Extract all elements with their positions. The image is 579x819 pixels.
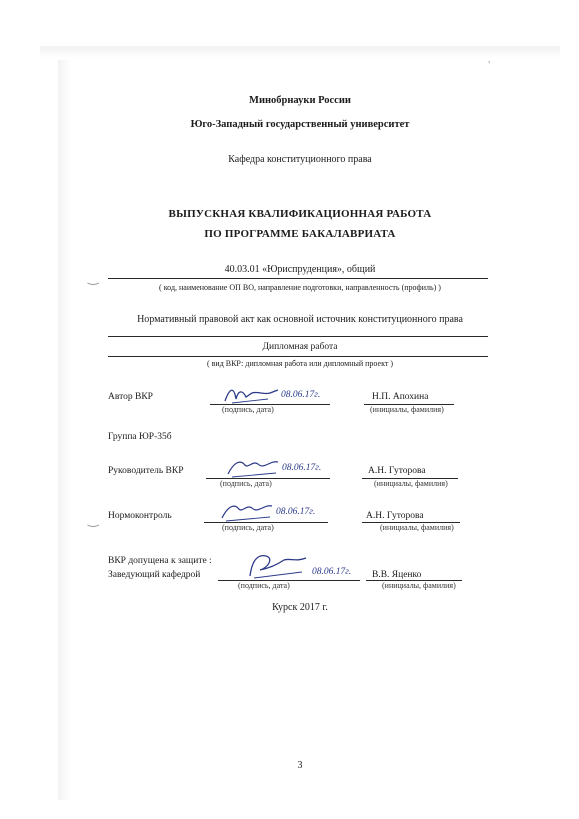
- author-signature: [222, 384, 282, 406]
- normcontrol-name-caption: (инициалы, фамилия): [380, 523, 454, 532]
- department-name: Кафедра конституционного права: [228, 154, 372, 165]
- scan-mark: ,: [488, 54, 491, 65]
- city-year: Курск 2017 г.: [272, 602, 328, 613]
- page-number: 3: [297, 760, 303, 771]
- head-of-department-signature: [244, 550, 310, 582]
- work-type-value: Дипломная работа: [262, 342, 338, 352]
- specialty-caption: ( код, наименование ОП ВО, направление подготовки, направленность (профиль) ): [159, 283, 441, 292]
- scan-mark: ‿: [88, 270, 99, 285]
- supervisor-label: Руководитель ВКР: [108, 466, 184, 476]
- document-title-line2: ПО ПРОГРАММЕ БАКАЛАВРИАТА: [204, 228, 396, 240]
- topic-underline: [108, 336, 488, 337]
- supervisor-signature: [224, 456, 284, 480]
- supervisor-name: А.Н. Гуторова: [368, 466, 426, 476]
- head-of-department-date: 08.06.17г.: [312, 567, 352, 577]
- admission-label: ВКР допущена к защите :: [108, 556, 212, 566]
- scan-mark: ‿: [88, 512, 99, 527]
- specialty-underline: [108, 278, 488, 279]
- author-label: Автор ВКР: [108, 392, 153, 402]
- group-label: Группа ЮР-35б: [108, 432, 172, 442]
- author-name: Н.П. Апохина: [372, 392, 429, 402]
- normcontrol-signature-caption: (подпись, дата): [222, 523, 274, 532]
- supervisor-date: 08.06.17г.: [282, 463, 322, 473]
- head-of-department-name-caption: (инициалы, фамилия): [382, 581, 456, 590]
- head-of-department-label: Заведующий кафедрой: [108, 570, 201, 580]
- normcontrol-label: Нормоконтроль: [108, 511, 172, 521]
- normcontrol-name: А.Н. Гуторова: [366, 511, 424, 521]
- author-date: 08.06.17г.: [281, 390, 321, 400]
- supervisor-name-caption: (инициалы, фамилия): [374, 479, 448, 488]
- head-of-department-signature-caption: (подпись, дата): [238, 581, 290, 590]
- author-signature-caption: (подпись, дата): [222, 405, 274, 414]
- specialty-value: 40.03.01 «Юриспруденция», общий: [224, 264, 376, 275]
- head-of-department-name: В.В. Яценко: [372, 570, 422, 580]
- supervisor-signature-caption: (подпись, дата): [220, 479, 272, 488]
- author-name-caption: (инициалы, фамилия): [370, 405, 444, 414]
- university-name: Юго-Западный государственный университет: [190, 119, 410, 130]
- work-type-caption: ( вид ВКР: дипломная работа или дипломный проект ): [206, 359, 394, 368]
- thesis-topic: Нормативный правовой акт как основной источник конституционного права: [137, 314, 463, 325]
- scan-edge-top: [40, 46, 560, 58]
- scan-edge-left: [58, 60, 70, 800]
- normcontrol-signature: [218, 500, 278, 524]
- document-title-line1: ВЫПУСКНАЯ КВАЛИФИКАЦИОННАЯ РАБОТА: [168, 208, 432, 220]
- work-type-underline: [108, 356, 488, 357]
- ministry-name: Минобрнауки России: [249, 95, 351, 106]
- normcontrol-date: 08.06.17г.: [276, 507, 316, 517]
